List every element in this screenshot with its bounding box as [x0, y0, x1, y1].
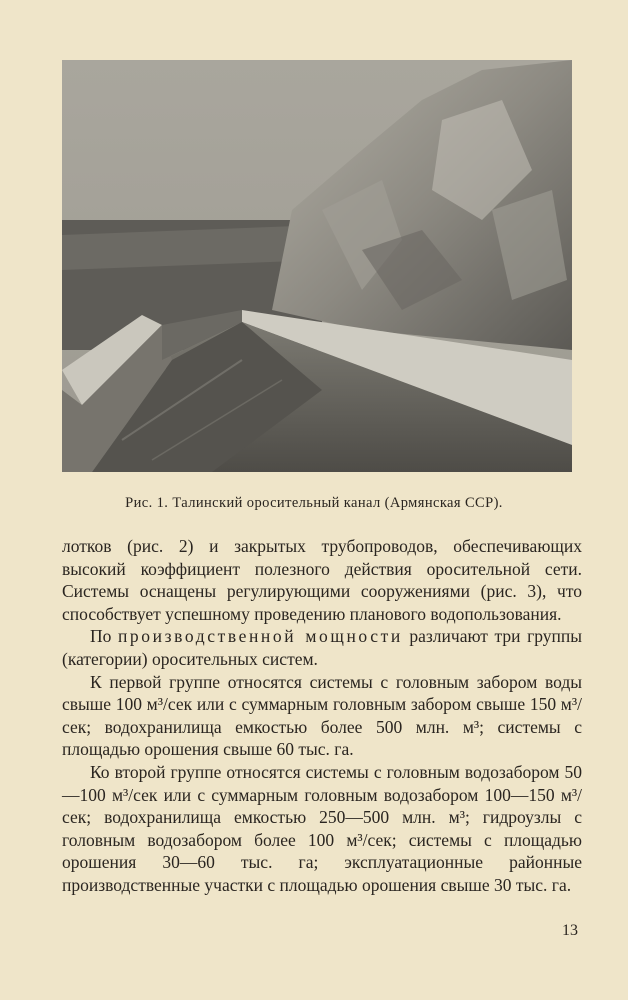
emphasized-term: производственной мощности	[117, 626, 403, 647]
canal-photo-image	[62, 60, 572, 472]
figure-caption: Рис. 1. Талинский оросительный канал (Армянская ССР).	[125, 495, 503, 511]
paragraph-1: лотков (рис. 2) и закрытых трубопроводов, обеспечивающих высокий коэффициент полезного действия оросительной сети. Системы оснащены регулирующими сооружениями (рис. 3), что способствует успешному проведению планового водопользования.	[62, 536, 582, 624]
figure-photo-canal	[62, 60, 572, 472]
paragraph-2-rest: различают три группы (категории) оросительных систем.	[62, 626, 583, 669]
paragraph-2	[62, 625, 582, 670]
paragraph-3: К первой группе относятся системы с головным забором воды свыше 100 м³/сек или с суммарным головным забором свыше 150 м³/сек; водохранилища емкостью более 500 млн. м³; системы с площадью орошения свыше 60 тыс. га.	[62, 671, 582, 760]
paragraph-4: Ко второй группе относятся системы с головным водозабором 50—100 м³/сек или с суммарным головным водозабором 100—150 м³/сек; водохранилища емкостью 250—500 млн. м³; гидроузлы с головным водозабором более 100 м³/сек; системы с площадью орошения 30—60 тыс. га; эксплуатационные районные производственные участки с площадью орошения свыше 30 тыс. га.	[62, 761, 582, 895]
body-text	[62, 535, 582, 897]
paragraph-2-lead: По	[90, 626, 118, 647]
page-number: 13	[562, 922, 578, 939]
